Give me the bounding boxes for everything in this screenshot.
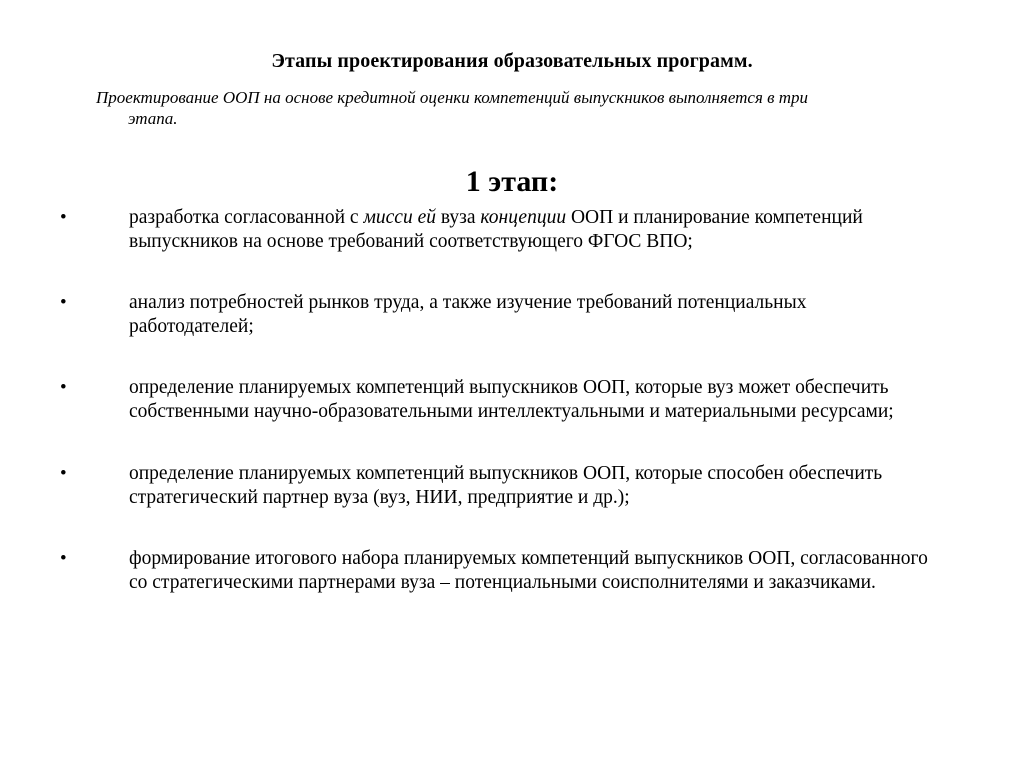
intro-line-1: Проектирование ООП на основе кредитной оценки компетенций выпускников выполняется в три [96, 88, 809, 107]
bullet-icon: • [60, 207, 67, 228]
list-item [0, 462, 929, 510]
bullet-icon: • [60, 463, 67, 484]
item-text-italic: концепции [480, 207, 567, 228]
bullet-icon: • [60, 292, 67, 313]
item-text [129, 207, 863, 252]
stage-heading: 1 этап: [465, 165, 559, 198]
bullet-icon: • [60, 548, 67, 569]
stage-task-list [0, 206, 1024, 595]
item-text: определение планируемых компетенций выпускников ООП, которые вуз может обеспечить собственными научно-образовательными интеллектуальными и материальными ресурсами; [129, 377, 894, 422]
list-item [0, 547, 929, 595]
item-text: анализ потребностей рынков труда, а также изучение требований потенциальных работодателей; [129, 292, 807, 337]
list-item [0, 376, 929, 424]
item-text-part: вуза [435, 207, 481, 228]
item-text-part: разработка согласованной с [129, 207, 364, 228]
item-text: формирование итогового набора планируемых компетенций выпускников ООП, согласованного со стратегическими партнерами вуза – потенциальными соисполнителями и заказчиками. [129, 548, 928, 593]
list-item [0, 291, 929, 339]
bullet-icon: • [60, 377, 67, 398]
item-text: определение планируемых компетенций выпускников ООП, которые способен обеспечить стратегический партнер вуза (вуз, НИИ, предприятие и др.); [129, 463, 883, 508]
item-text-italic: мисси ей [363, 207, 436, 228]
intro-paragraph [96, 87, 956, 129]
document-title: Этапы проектирования образовательных программ. [271, 50, 753, 72]
item-text-part: ООП и планирование компетенций выпускников на основе требований соответствующего ФГОС ВПО; [129, 207, 863, 252]
intro-line-2: этапа. [128, 109, 178, 128]
list-item [0, 206, 929, 254]
